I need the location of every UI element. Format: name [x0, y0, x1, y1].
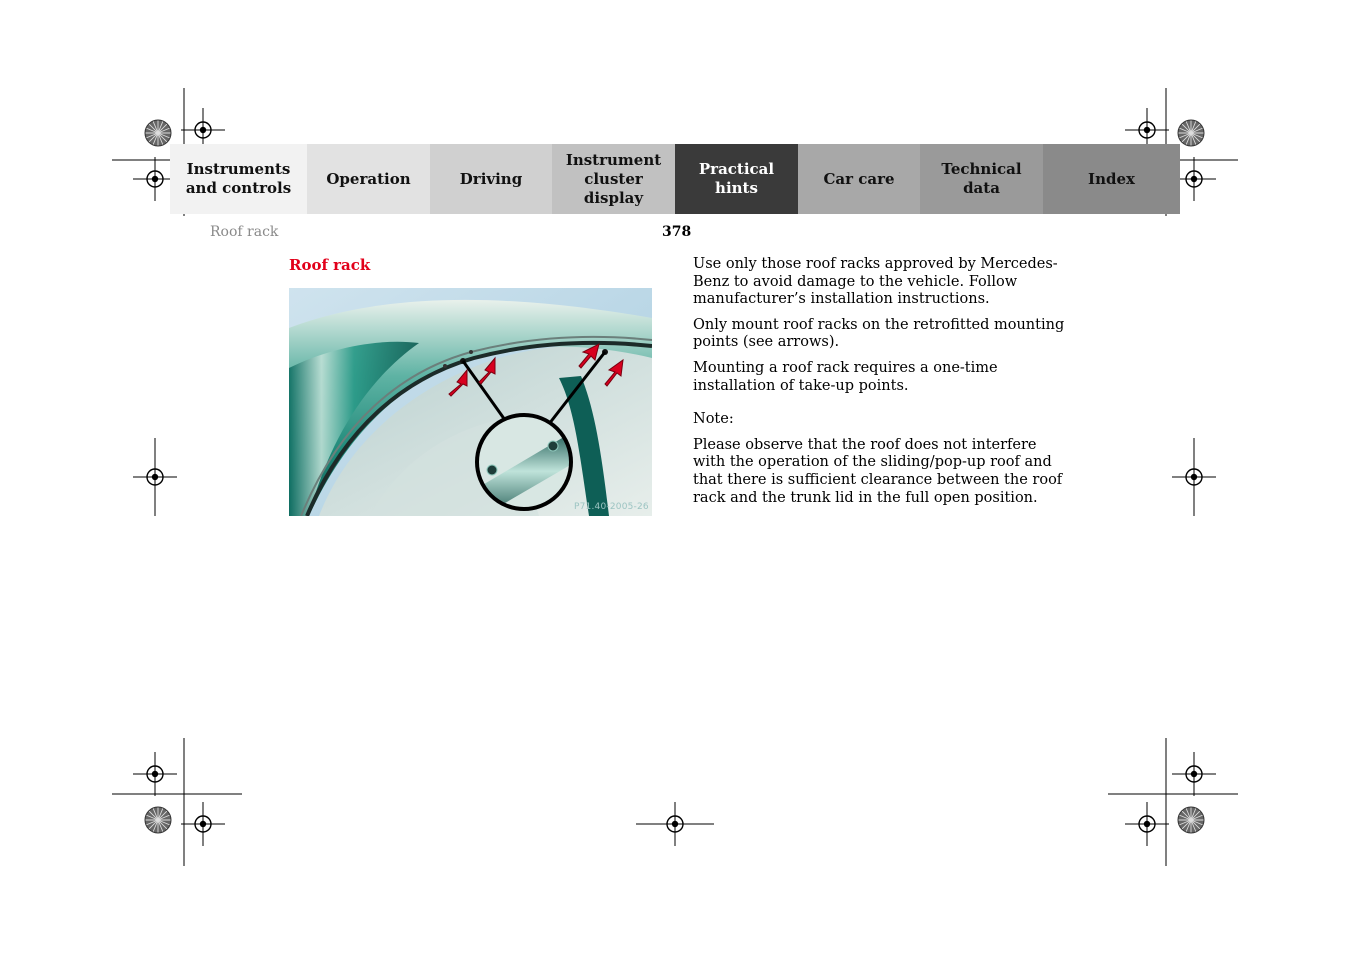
paragraph-note: Please observe that the roof does not interfere with the operation of the sliding/pop-up roof and that there is sufficient clearance between the roof rack and the trunk lid in the full open position.	[693, 436, 1063, 506]
paragraph-approved-racks: Use only those roof racks approved by Mercedes-Benz to avoid damage to the vehicle. Follow manufacturer’s installation instructions.	[693, 256, 1058, 308]
tab-label: Instruments and controls	[185, 160, 292, 197]
figure-code: P71.40-2005-26	[574, 502, 649, 512]
tab-instruments-and-controls[interactable]	[170, 144, 307, 214]
tab-label: Index	[1088, 169, 1135, 188]
tab-label: Driving	[459, 169, 523, 188]
section-title: Roof rack	[289, 256, 371, 274]
section-tab-bar	[170, 144, 1180, 214]
page-number: 378	[662, 224, 692, 240]
tab-label: Instrument cluster display	[565, 150, 662, 207]
note-label: Note:	[693, 411, 734, 428]
tab-practical-hints[interactable]	[675, 144, 798, 214]
tab-instrument-cluster-display[interactable]	[552, 144, 675, 214]
body-text	[693, 256, 1068, 515]
tab-label: Car care	[823, 169, 895, 188]
tab-index[interactable]	[1043, 144, 1180, 214]
running-header: Roof rack	[210, 224, 279, 240]
roof-rack-illustration	[289, 288, 652, 516]
tab-label: Operation	[326, 169, 411, 188]
tab-label: Practical hints	[698, 160, 775, 197]
paragraph-mounting-points: Only mount roof racks on the retrofitted mounting points (see arrows).	[693, 316, 1065, 351]
tab-operation[interactable]	[307, 144, 430, 214]
paragraph-take-up-points: Mounting a roof rack requires a one-time installation of take-up points.	[693, 359, 998, 394]
tab-label: Technical data	[941, 160, 1022, 197]
tab-car-care[interactable]	[798, 144, 920, 214]
tab-technical-data[interactable]	[920, 144, 1043, 214]
tab-driving[interactable]	[430, 144, 552, 214]
